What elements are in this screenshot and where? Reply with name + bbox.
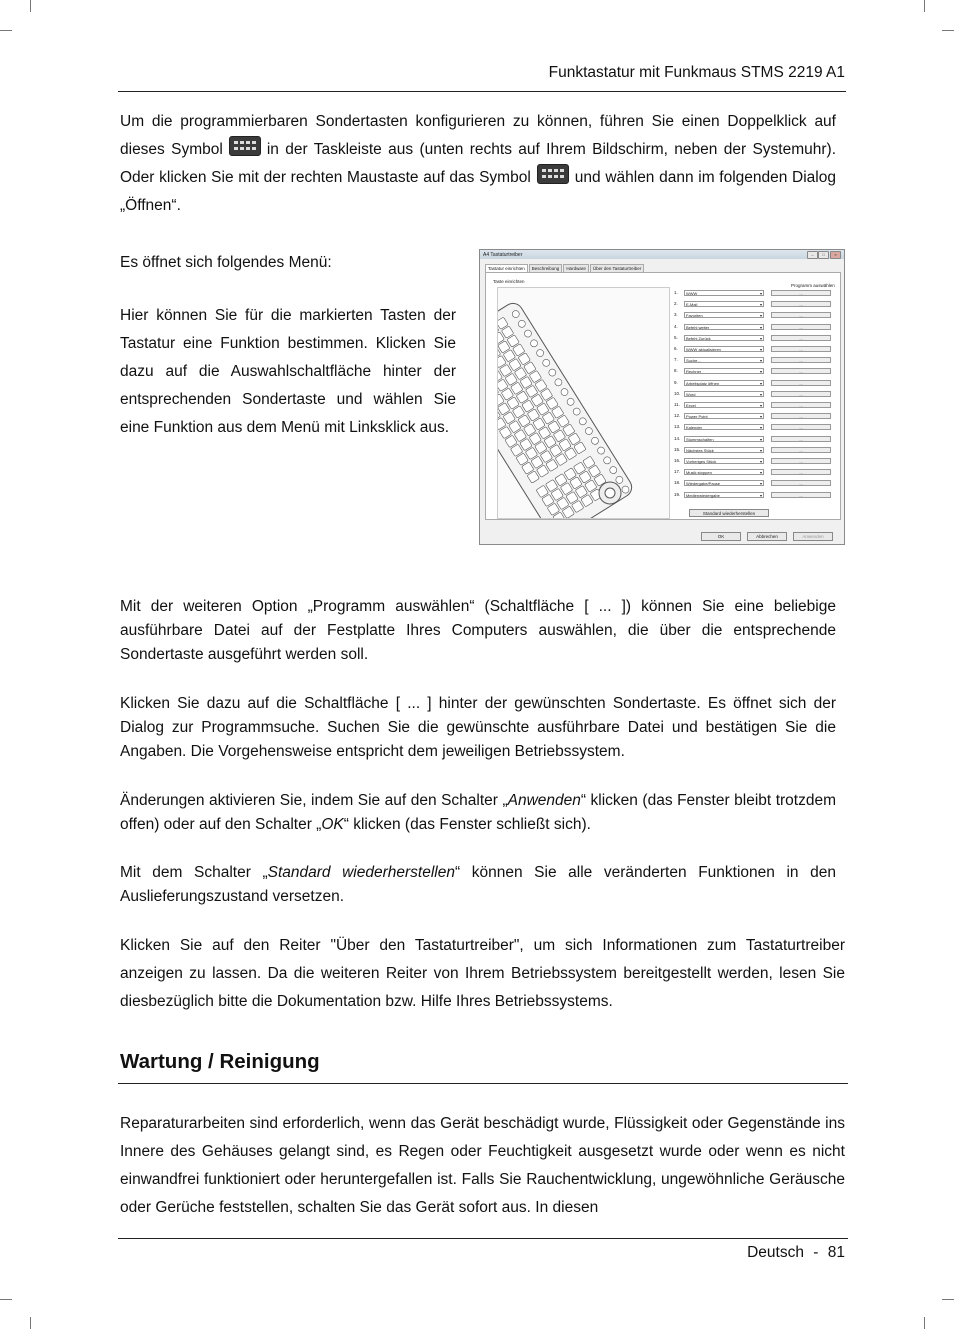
aenderungen-text-a: Änderungen aktivieren Sie, indem Sie auf den Schalter „: [120, 792, 508, 809]
key-number: 17.: [674, 469, 681, 475]
restore-defaults-button[interactable]: Standard wiederherstellen: [689, 509, 769, 517]
keyboard-tray-icon: [537, 164, 569, 184]
standard-text-a: Mit dem Schalter „: [120, 864, 268, 881]
browse-program-button[interactable]: ...: [771, 436, 831, 442]
function-value: Wiedergabe/Pause: [686, 481, 721, 487]
crop-mark: [924, 1317, 925, 1329]
dropdown-arrow-icon: ▾: [759, 492, 762, 498]
anwenden-term: Anwenden: [507, 792, 581, 809]
function-select[interactable]: [684, 335, 764, 341]
function-value: WWW: [686, 291, 698, 296]
key-number: 5.: [674, 334, 678, 340]
intro-text-2: in der Taskleiste aus (unten rechts auf Ihrem Bildschirm, neben der Systemuhr). Oder klicken Sie mit der rechten Maustaste auf das Symbol: [120, 141, 836, 186]
function-value: Nächstes Stück: [686, 447, 714, 453]
dialog-titlebar: [480, 250, 844, 259]
intro-text-3: und wählen dann im folgenden Dialog „Öffnen“.: [120, 169, 836, 214]
dropdown-arrow-icon: ▾: [759, 347, 762, 352]
browse-program-button[interactable]: ...: [771, 402, 831, 408]
crop-mark: [0, 30, 12, 31]
dropdown-arrow-icon: ▾: [759, 414, 762, 420]
browse-program-button[interactable]: ...: [771, 480, 831, 486]
footer-language: Deutsch: [747, 1244, 804, 1261]
section-rule: [118, 1083, 848, 1084]
keyboard-image: [497, 287, 670, 519]
dialog-title: A4 Tastaturtreiber: [483, 252, 523, 258]
section-title: Wartung / Reinigung: [120, 1050, 320, 1073]
standard-text-c: “ können Sie alle veränderten Funktionen in den Auslieferungszustand versetzen.: [120, 864, 836, 905]
browse-program-button[interactable]: ...: [771, 413, 831, 419]
standard-paragraph: [120, 861, 836, 909]
key-number: 16.: [674, 458, 681, 463]
browse-program-button[interactable]: ...: [771, 391, 831, 397]
footer-rule: [118, 1238, 848, 1239]
klicken-paragraph: Klicken Sie dazu auf die Schaltfläche [ ... ] hinter der gewünschten Sondertaste. Es öffnet sich der Dialog zur Programmsuche. Suchen Sie die gewünschte ausführbare Datei und bestätigen Sie die Angaben. Die Vorgehensweise entspricht dem jeweiligen Betriebssystem.: [120, 695, 836, 760]
function-value: Befehl Zurück: [686, 335, 711, 341]
browse-program-button[interactable]: ...: [771, 312, 831, 318]
browse-program-button[interactable]: ...: [771, 492, 831, 498]
function-value: Vorheriges Stück: [686, 459, 717, 464]
function-select[interactable]: [684, 480, 764, 486]
tab-hardware[interactable]: Hardware: [563, 264, 589, 272]
function-select[interactable]: [684, 380, 764, 386]
markierte-paragraph: Hier können Sie für die markierten Tasten der Tastatur eine Funktion bestimmen. Klicken Sie dazu auf die Auswahlschaltfläche hinter der entsprechenden Sondertaste und wählen Sie eine Funktion aus dem Menü mit Linksklick aus.: [120, 307, 456, 436]
key-number: 18.: [674, 480, 681, 486]
crop-mark: [0, 1299, 12, 1300]
function-value: Word: [686, 391, 696, 397]
function-select[interactable]: [684, 290, 764, 296]
key-number: 6.: [674, 346, 678, 351]
browse-program-button[interactable]: ...: [771, 458, 831, 464]
browse-program-button[interactable]: ...: [771, 346, 831, 352]
browse-program-button[interactable]: ...: [771, 380, 831, 386]
function-select[interactable]: [684, 301, 764, 307]
function-value: Musik stoppen: [686, 470, 712, 476]
key-number: 2.: [674, 301, 678, 307]
browse-program-button[interactable]: ...: [771, 335, 831, 341]
keyboard-tray-icon: [229, 136, 261, 156]
function-select[interactable]: [684, 312, 764, 318]
dropdown-arrow-icon: ▾: [759, 391, 762, 397]
crop-mark: [942, 30, 954, 31]
footer-separator: -: [813, 1244, 819, 1261]
function-select[interactable]: [684, 458, 764, 464]
key-number: 15.: [674, 446, 681, 452]
crop-mark: [942, 1299, 954, 1300]
close-icon[interactable]: ×: [830, 251, 841, 259]
intro-paragraph: [120, 108, 836, 220]
dropdown-arrow-icon: ▾: [759, 302, 762, 308]
function-select[interactable]: [684, 402, 764, 408]
function-select[interactable]: [684, 469, 764, 475]
aenderungen-paragraph: [120, 789, 836, 837]
key-number: 10.: [674, 390, 681, 396]
header-rule: [118, 91, 846, 92]
maximize-icon[interactable]: □: [818, 251, 829, 259]
key-number: 8.: [674, 368, 678, 374]
dropdown-arrow-icon: ▾: [759, 470, 762, 476]
page-number: 81: [827, 1244, 845, 1261]
menu-intro: Es öffnet sich folgendes Menü:: [120, 254, 332, 271]
wartung-paragraph: Reparaturarbeiten sind erforderlich, wenn das Gerät beschädigt wurde, Flüssigkeit oder Gegenstände ins Innere des Gehäuses gelangt sind, es Regen oder Feuchtigkeit ausgesetzt wurde oder wenn es nicht einwandfrei funktioniert oder heruntergefallen ist. Falls Sie Rauchentwicklung, ungewöhnliche Geräusche oder Gerüche feststellen, schalten Sie das Gerät sofort aus. In diesen: [120, 1115, 845, 1216]
crop-mark: [30, 1317, 31, 1329]
group-label: Taste einrichten: [493, 279, 525, 284]
page-footer: [600, 1244, 845, 1262]
dropdown-arrow-icon: ▾: [759, 335, 762, 341]
dropdown-arrow-icon: ▾: [759, 291, 762, 296]
function-value: WWW aktualisieren: [686, 347, 721, 352]
dropdown-arrow-icon: ▾: [759, 324, 762, 330]
function-select[interactable]: [684, 324, 764, 330]
function-select[interactable]: [684, 391, 764, 397]
function-value: Kalender: [686, 425, 703, 431]
crop-mark: [924, 0, 925, 12]
function-value: Excel: [686, 403, 696, 408]
function-select[interactable]: [684, 436, 764, 442]
function-value: Suche...: [686, 358, 701, 364]
function-value: Stummschalten: [686, 436, 714, 442]
function-value: Medienwiedergabe: [686, 492, 720, 498]
ok-term: OK: [321, 816, 344, 833]
dropdown-arrow-icon: ▾: [759, 358, 762, 364]
function-select[interactable]: [684, 424, 764, 430]
column-header: Programm auswählen: [791, 283, 835, 288]
tab-panel: [485, 272, 841, 520]
function-select[interactable]: [684, 447, 764, 453]
cancel-button[interactable]: Abbrechen: [747, 532, 787, 541]
programm-paragraph: Mit der weiteren Option „Programm auswählen“ (Schaltfläche [ ... ]) können Sie eine beliebige ausführbare Datei auf der Festplatte Ihres Computers auswählen, die über die entsprechende Sondertaste ausgeführt werden soll.: [120, 598, 836, 663]
reiter-paragraph: Klicken Sie auf den Reiter "Über den Tastaturtreiber", um sich Informationen zum Tastaturtreiber anzeigen zu lassen. Da die weiteren Reiter von Ihrem Betriebssystem bereitgestellt werden, lesen Sie diesbezüglich bitte die Dokumentation bzw. Hilfe Ihres Betriebssystems.: [120, 937, 845, 1010]
browse-program-button[interactable]: ...: [771, 368, 831, 374]
browse-program-button[interactable]: ...: [771, 290, 831, 296]
function-value: Favoriten: [686, 313, 703, 319]
key-number: 1.: [674, 290, 678, 295]
tab-ueber[interactable]: Über den Tastaturtreiber: [590, 264, 644, 272]
dropdown-arrow-icon: ▾: [759, 425, 762, 431]
dropdown-arrow-icon: ▾: [759, 369, 762, 375]
function-value: Power Point: [686, 414, 708, 420]
function-value: E-Mail: [686, 302, 698, 308]
key-number: 4.: [674, 323, 678, 329]
dialog-tabs: [485, 264, 645, 272]
browse-program-button[interactable]: ...: [771, 447, 831, 453]
function-select[interactable]: [684, 346, 764, 352]
key-number: 9.: [674, 379, 678, 385]
dropdown-arrow-icon: ▾: [759, 436, 762, 442]
browse-program-button[interactable]: ...: [771, 301, 831, 307]
key-number: 3.: [674, 312, 678, 318]
running-header: Funktastatur mit Funkmaus STMS 2219 A1: [548, 64, 845, 81]
aenderungen-text-c: “ klicken (das Fenster bleibt trotzdem offen) oder auf den Schalter „: [120, 792, 836, 833]
tab-beschreibung[interactable]: Beschreibung: [529, 264, 563, 272]
key-number: 13.: [674, 424, 681, 430]
browse-program-button[interactable]: ...: [771, 324, 831, 330]
keyboard-driver-dialog: [479, 249, 845, 545]
dropdown-arrow-icon: ▾: [759, 481, 762, 487]
standard-term: Standard wiederherstellen: [267, 864, 455, 881]
tab-tastatur-einrichten[interactable]: Tastatur einrichten: [485, 264, 528, 272]
dropdown-arrow-icon: ▾: [759, 313, 762, 319]
function-select[interactable]: [684, 357, 764, 363]
dropdown-arrow-icon: ▾: [759, 447, 762, 453]
browse-program-button[interactable]: ...: [771, 357, 831, 363]
dropdown-arrow-icon: ▾: [759, 403, 762, 408]
function-value: Befehl weiter: [686, 324, 710, 330]
dropdown-arrow-icon: ▾: [759, 380, 762, 386]
key-number: 12.: [674, 413, 681, 419]
ok-button[interactable]: OK: [701, 532, 741, 541]
keyboard-illustration: [498, 288, 669, 518]
key-number: 14.: [674, 435, 681, 441]
apply-button[interactable]: Anwenden: [793, 532, 833, 541]
dropdown-arrow-icon: ▾: [759, 459, 762, 464]
function-select[interactable]: [684, 368, 764, 374]
aenderungen-text-e: “ klicken (das Fenster schließt sich).: [343, 816, 591, 833]
function-value: Rechner: [686, 369, 702, 375]
crop-mark: [30, 0, 31, 12]
function-value: Arbeitsplatz öffnen: [686, 380, 720, 386]
browse-program-button[interactable]: ...: [771, 469, 831, 475]
minimize-icon[interactable]: –: [807, 251, 818, 259]
key-number: 11.: [674, 402, 680, 407]
key-number: 19.: [674, 491, 681, 497]
key-number: 7.: [674, 357, 678, 363]
browse-program-button[interactable]: ...: [771, 424, 831, 430]
intro-text-1: Um die programmierbaren Sondertasten konfigurieren zu können, führen Sie einen Doppelklick auf dieses Symbol: [120, 113, 836, 158]
function-select[interactable]: [684, 492, 764, 498]
function-select[interactable]: [684, 413, 764, 419]
